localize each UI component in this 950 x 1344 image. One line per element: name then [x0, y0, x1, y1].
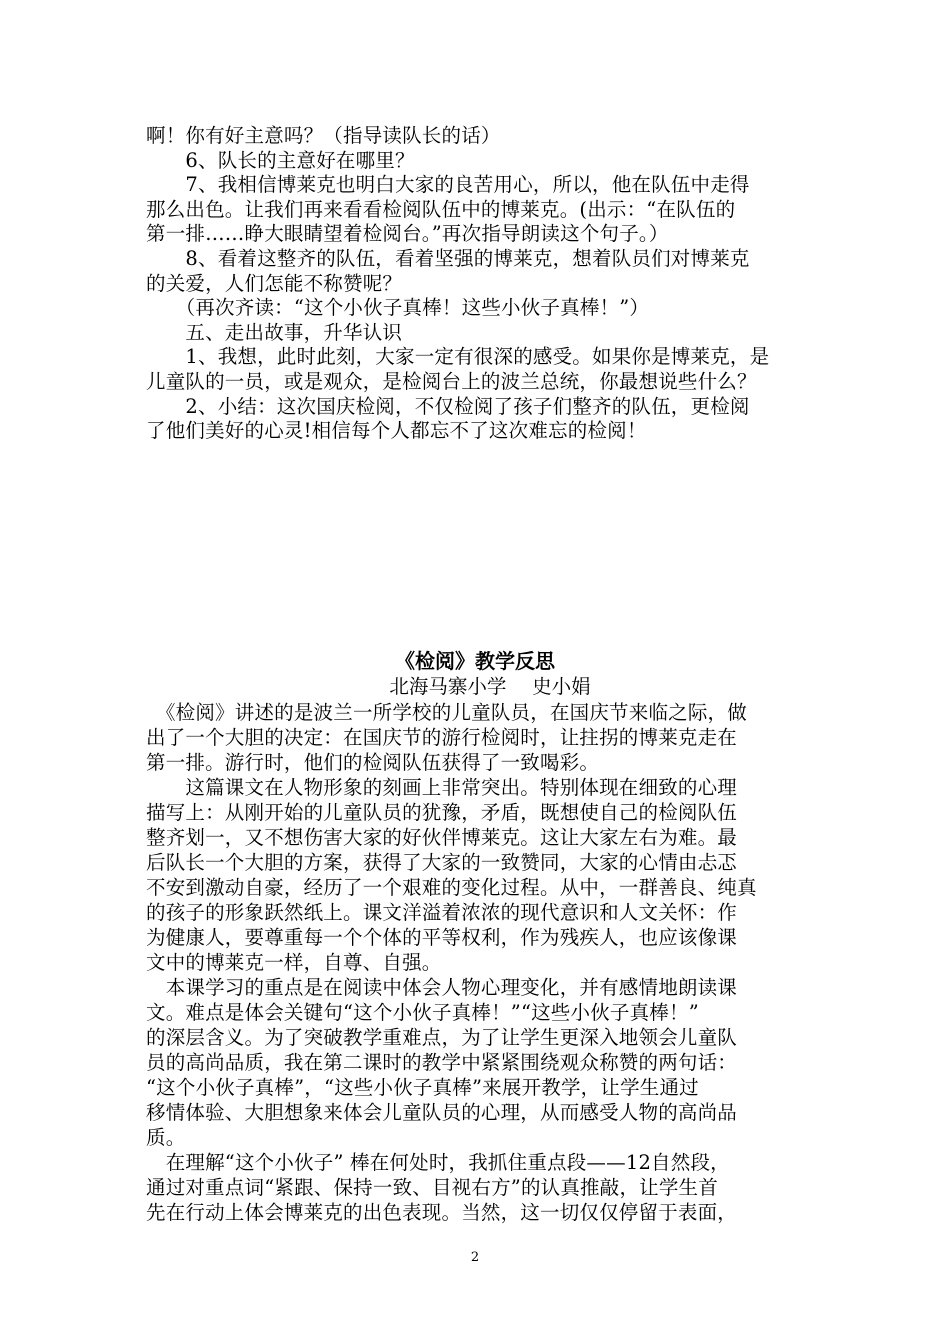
text-line: “这个小伙子真棒”，“这些小伙子真棒”来展开教学，让学生通过 — [146, 1076, 699, 1099]
text-line: 移情体验、大胆想象来体会儿童队员的心理，从而感受人物的高尚品 — [146, 1101, 738, 1124]
text-line: 后队长一个大胆的方案，获得了大家的一致赞同，大家的心情由忐忑 — [146, 851, 738, 874]
text-line: 描写上：从刚开始的儿童队员的犹豫，矛盾，既想使自己的检阅队伍 — [146, 801, 738, 824]
text-line: （再次齐读：“这个小伙子真棒！这些小伙子真棒！”） — [146, 296, 650, 320]
text-line: 在理解“这个小伙子” 棒在何处时，我抓住重点段——12自然段， — [146, 1151, 730, 1174]
text-line: 7、我相信博莱克也明白大家的良苦用心，所以，他在队伍中走得 — [146, 173, 750, 197]
text-line: 文。难点是体会关键句“这个小伙子真棒！”“这些小伙子真棒！” — [146, 1001, 699, 1024]
text-line: 《检阅》讲述的是波兰一所学校的儿童队员，在国庆节来临之际，做 — [146, 701, 747, 724]
text-line: 了他们美好的心灵!相信每个人都忘不了这次难忘的检阅！ — [146, 419, 647, 443]
text-line: 出了一个大胆的决定：在国庆节的游行检阅时，让拄拐的博莱克走在 — [146, 726, 738, 749]
text-line: 整齐划一，又不想伤害大家的好伙伴博莱克。这让大家左右为难。最 — [146, 826, 738, 849]
reflection-title: 《检阅》教学反思 — [395, 649, 555, 673]
text-line: 儿童队的一员，或是观众，是检阅台上的波兰总统，你最想说些什么？ — [146, 370, 757, 393]
text-line: 第一排……睁大眼睛望着检阅台。”再次指导朗读这个句子。） — [146, 222, 669, 246]
text-line: 通过对重点词“紧跟、保持一致、目视右方”的认真推敲，让学生首 — [146, 1176, 718, 1199]
text-line: 不安到激动自豪，经历了一个艰难的变化过程。从中，一群善良、纯真 — [146, 876, 757, 899]
text-line: 的孩子的形象跃然纸上。课文洋溢着浓浓的现代意识和人文关怀：作 — [146, 901, 738, 924]
text-line: 的深层含义。为了突破教学重难点，为了让学生更深入地领会儿童队 — [146, 1026, 738, 1049]
text-line: 8、看着这整齐的队伍，看着坚强的博莱克，想着队员们对博莱克 — [146, 247, 750, 270]
text-line: 文中的博莱克一样，自尊、自强。 — [146, 951, 442, 974]
text-line: 的关爱，人们怎能不称赞呢？ — [146, 271, 403, 295]
text-line: 本课学习的重点是在阅读中体会人物心理变化，并有感情地朗读课 — [146, 976, 738, 999]
reflection-author: 北海马寨小学 史小娟 — [389, 675, 591, 698]
text-line: 为健康人，要尊重每一个个体的平等权利，作为残疾人，也应该像课 — [146, 926, 738, 949]
text-line: 啊！你有好主意吗？（指导读队长的话） — [146, 124, 501, 147]
text-line: 这篇课文在人物形象的刻画上非常突出。特别体现在细致的心理 — [146, 776, 738, 799]
text-line: 先在行动上体会博莱克的出色表现。当然，这一切仅仅停留于表面， — [146, 1201, 738, 1224]
text-line: 五、走出故事，升华认识 — [146, 320, 403, 344]
text-line: 员的高尚品质，我在第二课时的教学中紧紧围绕观众称赞的两句话： — [146, 1051, 738, 1074]
page-number: 2 — [470, 1250, 480, 1265]
text-line: 1、我想，此时此刻，大家一定有很深的感受。如果你是博莱克，是 — [146, 345, 770, 369]
text-line: 2、小结：这次国庆检阅，不仅检阅了孩子们整齐的队伍，更检阅 — [146, 394, 750, 418]
text-line: 第一排。游行时，他们的检阅队伍获得了一致喝彩。 — [146, 751, 600, 774]
text-line: 那么出色。让我们再来看看检阅队伍中的博莱克。(出示：“在队伍的 — [146, 197, 736, 221]
text-line: 质。 — [146, 1126, 186, 1149]
text-line: 6、队长的主意好在哪里？ — [146, 148, 415, 172]
